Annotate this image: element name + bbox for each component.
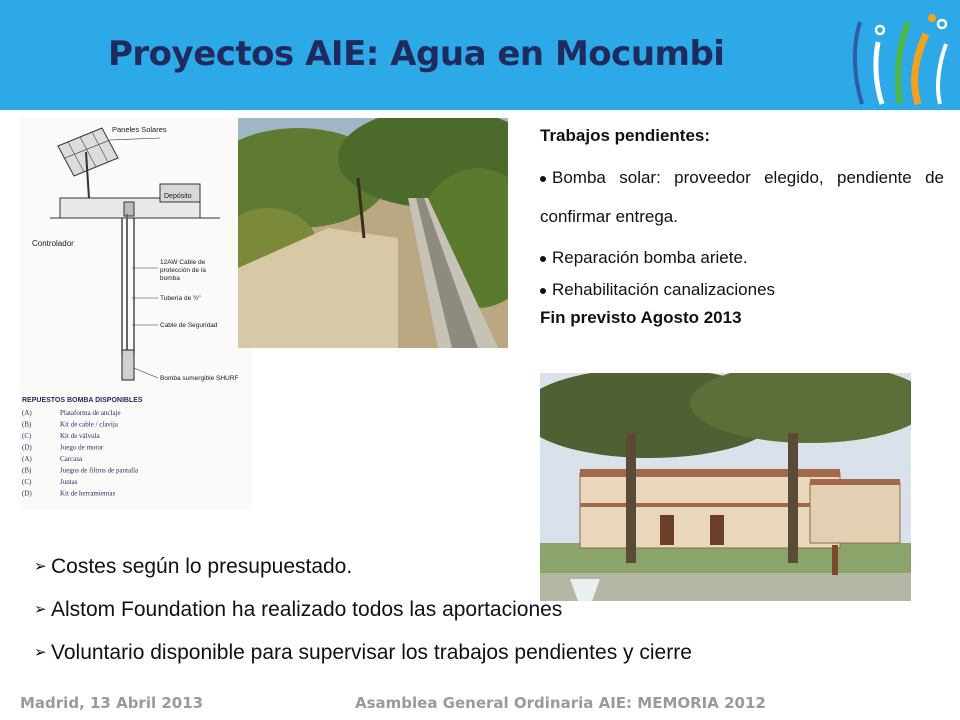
list-item: ➢ Costes según lo presupuestado. <box>34 552 692 595</box>
part-name: Kit de cable / clavija <box>60 420 118 429</box>
label-cable-3: bomba <box>160 275 180 282</box>
list-item: ➢ Voluntario disponible para supervisar los trabajos pendientes y cierre <box>34 638 692 681</box>
part-code: (B) <box>22 466 32 475</box>
bullet-dot-icon <box>540 176 546 182</box>
part-code: (C) <box>22 478 32 486</box>
list-item: Rehabilitación canalizaciones <box>540 280 944 300</box>
pending-work-list <box>540 158 944 300</box>
part-name: Kit de herramientas <box>60 489 116 498</box>
part-name: Juegos de filtros de pantalla <box>60 466 139 475</box>
part-code: (D) <box>22 443 32 452</box>
solar-pump-diagram <box>20 118 252 510</box>
slide-title: Proyectos AIE: Agua en Mocumbi <box>108 34 725 74</box>
title-banner <box>0 0 960 110</box>
aie-logo <box>848 4 960 108</box>
part-code: (B) <box>22 420 32 429</box>
part-name: Plataforma de anclaje <box>60 409 121 417</box>
label-cable-1: 12AW Cable de <box>160 259 206 266</box>
end-date: Fin previsto Agosto 2013 <box>540 308 742 328</box>
canal-photo <box>238 118 508 348</box>
label-deposito: Depósito <box>164 193 192 200</box>
arrow-bullet-icon: ➢ <box>34 558 47 575</box>
label-controlador: Controlador <box>32 239 74 248</box>
arrow-bullet-icon: ➢ <box>34 601 47 618</box>
parts-title: REPUESTOS BOMBA DISPONIBLES <box>22 397 143 404</box>
part-name: Carcasa <box>60 455 83 463</box>
footer <box>0 690 960 720</box>
part-code: (C) <box>22 432 32 440</box>
part-name: Kit de válvula <box>60 432 100 440</box>
summary-bullets <box>34 552 692 681</box>
part-code: (D) <box>22 489 32 498</box>
pending-work-heading: Trabajos pendientes: <box>540 126 711 145</box>
bullet-dot-icon <box>540 256 546 262</box>
label-seguridad: Cable de Seguridad <box>160 322 218 329</box>
label-paneles: Paneles Solares <box>112 125 167 134</box>
footer-event: Asamblea General Ordinaria AIE: MEMORIA 2012 <box>355 694 766 712</box>
pending-work <box>540 118 944 329</box>
part-code: (A) <box>22 455 32 463</box>
label-tuberia: Tubería de ½" <box>160 295 201 302</box>
list-item: ➢ Alstom Foundation ha realizado todos las aportaciones <box>34 595 692 638</box>
label-cable-2: protección de la <box>160 267 206 274</box>
label-bomba: Bomba sumergible SHURF <box>160 375 239 382</box>
part-name: Juntas <box>60 478 78 486</box>
list-item: Reparación bomba ariete. <box>540 248 944 268</box>
footer-date: Madrid, 13 Abril 2013 <box>20 694 204 712</box>
arrow-bullet-icon: ➢ <box>34 644 47 661</box>
part-name: Juego de motor <box>60 443 104 452</box>
list-item: Bomba solar: proveedor elegido, pendiente de confirmar entrega. <box>540 168 944 227</box>
part-code: (A) <box>22 409 32 417</box>
bullet-dot-icon <box>540 288 546 294</box>
